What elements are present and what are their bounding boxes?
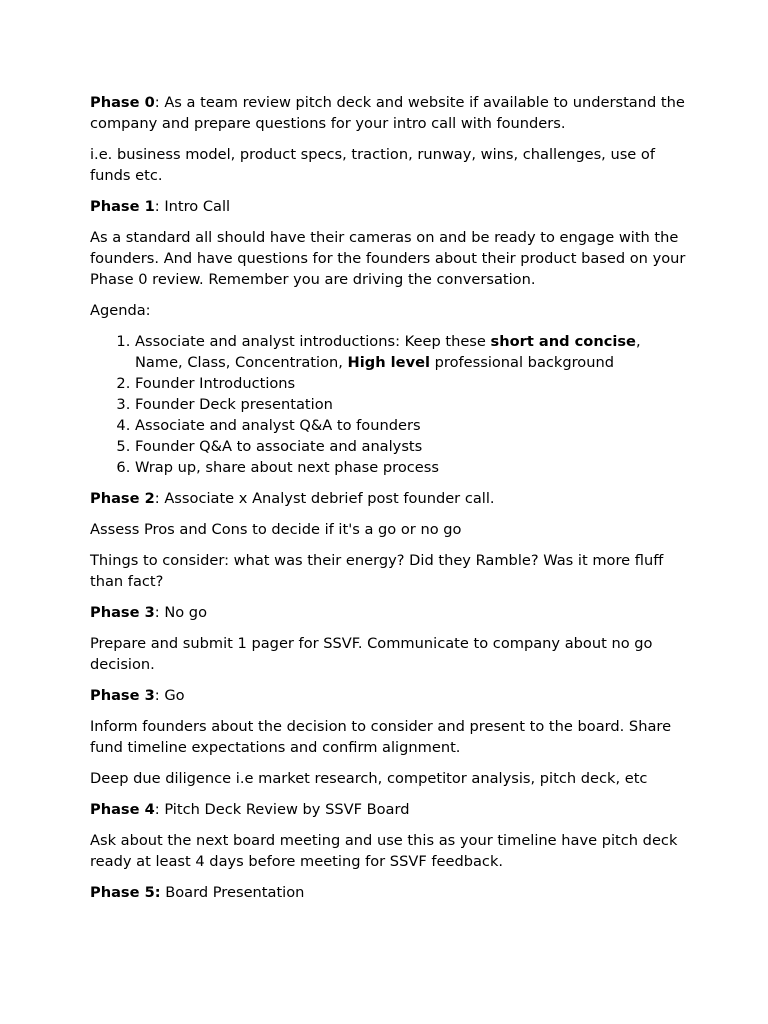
agenda-item-4: 4. Associate and analyst Q&A to founders — [135, 415, 690, 436]
phase0-text: : As a team review pitch deck and website if available to understand the company and prepare questions for your intro call with founders. — [90, 94, 685, 132]
phase2-note-1: Assess Pros and Cons to decide if it's a go or no go — [90, 521, 462, 538]
phase5-heading: Phase 5: — [90, 884, 161, 901]
phase5-text: Board Presentation — [160, 884, 305, 901]
phase1-heading: Phase 1 — [90, 198, 155, 215]
agenda-item-1-emphasis-b: High level — [347, 354, 430, 371]
phase4-heading: Phase 4 — [90, 801, 155, 818]
phase4-note: Ask about the next board meeting and use this as your timeline have pitch deck ready at least 4 days before meeting for SSVF feedback. — [90, 832, 678, 870]
phase3-nogo-paragraph — [90, 602, 690, 623]
phase0-note: i.e. business model, product specs, traction, runway, wins, challenges, use of funds etc. — [90, 146, 655, 184]
phase4-text: : Pitch Deck Review by SSVF Board — [154, 801, 410, 818]
phase1-note: As a standard all should have their cameras on and be ready to engage with the founders. And have questions for the founders about their product based on your Phase 0 review. Remember you are driving the conversation. — [90, 229, 686, 288]
phase3-go-note-1: Inform founders about the decision to consider and present to the board. Share fund timeline expectations and confirm alignment. — [90, 718, 672, 756]
agenda-item-1-emphasis-a: short and concise — [490, 333, 636, 350]
phase3-go-paragraph — [90, 685, 690, 706]
phase5-paragraph — [90, 882, 690, 903]
agenda-item-1 — [135, 331, 690, 373]
phase2-paragraph — [90, 488, 690, 509]
document-page — [90, 92, 690, 913]
agenda-item-1-text-b: , Name, Class, Concentration, — [135, 333, 641, 371]
phase3-go-text: : Go — [154, 687, 185, 704]
phase3-nogo-text: : No go — [154, 604, 207, 621]
phase0-paragraph — [90, 92, 690, 134]
phase3-nogo-note: Prepare and submit 1 pager for SSVF. Communicate to company about no go decision. — [90, 635, 653, 673]
phase1-paragraph — [90, 196, 690, 217]
phase0-heading: Phase 0 — [90, 94, 155, 111]
phase4-paragraph — [90, 799, 690, 820]
phase2-note-2: Things to consider: what was their energy? Did they Ramble? Was it more fluff than fact? — [90, 552, 664, 590]
phase3-go-heading: Phase 3 — [90, 687, 155, 704]
agenda-label: Agenda: — [90, 302, 151, 319]
agenda-list — [90, 331, 690, 478]
agenda-item-3: 3. Founder Deck presentation — [135, 394, 690, 415]
agenda-item-6: 6. Wrap up, share about next phase process — [135, 457, 690, 478]
phase2-text: : Associate x Analyst debrief post founder call. — [154, 490, 495, 507]
agenda-item-2: 2. Founder Introductions — [135, 373, 690, 394]
phase3-nogo-heading: Phase 3 — [90, 604, 155, 621]
agenda-item-1-text-a: Associate and analyst introductions: Keep these — [135, 333, 491, 350]
phase1-text: : Intro Call — [154, 198, 231, 215]
phase2-heading: Phase 2 — [90, 490, 155, 507]
phase3-go-note-2: Deep due diligence i.e market research, competitor analysis, pitch deck, etc — [90, 770, 648, 787]
agenda-item-5: 5. Founder Q&A to associate and analysts — [135, 436, 690, 457]
agenda-item-1-text-c: professional background — [429, 354, 615, 371]
